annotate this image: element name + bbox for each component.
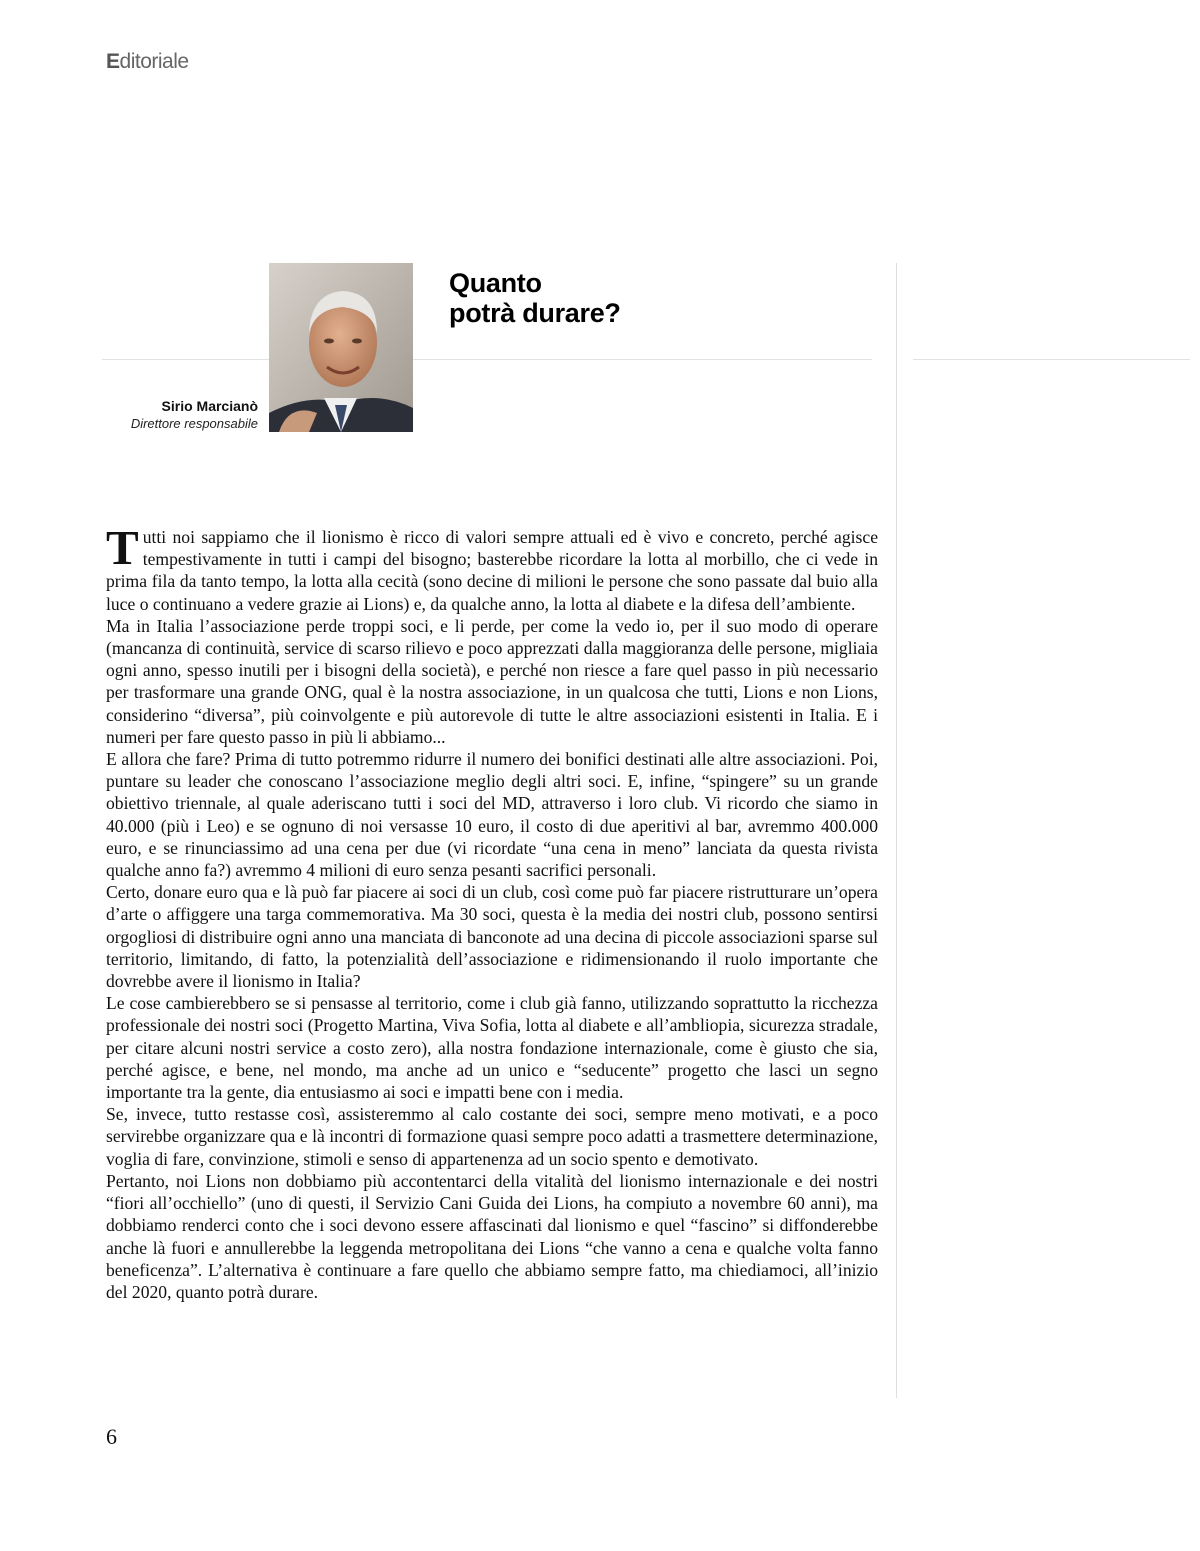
article-body	[106, 520, 878, 1303]
divider-right	[913, 359, 1190, 360]
section-label-rest: ditoriale	[119, 50, 189, 73]
byline	[131, 398, 258, 431]
paragraph: Pertanto, noi Lions non dobbiamo più accontentarci della vitalità del lionismo internazionale e dei nostri “fiori all’occhiello” (uno di questi, il Servizio Cani Guida dei Lions, ha compiuto a novembre 60 anni), ma dobbiamo renderci conto che i soci devono essere affascinati dal lionismo e quel “fascino” si diffonderebbe anche là fuori e annullerebbe la leggenda metropolitana dei Lions “che vanno a cena e qualche volta fanno beneficenza”. L’alternativa è continuare a fare quello che abbiamo sempre fatto, ma chiediamoci, all’inizio del 2020, quanto potrà durare.	[106, 1170, 878, 1302]
column-divider	[896, 263, 897, 1398]
drop-cap: T	[106, 520, 139, 575]
author-role: Direttore responsabile	[130, 416, 258, 431]
author-name: Sirio Marcianò	[161, 398, 258, 414]
paragraph	[106, 520, 878, 615]
paragraph-text: utti noi sappiamo che il lionismo è ricco di valori sempre attuali ed è vivo e concreto, perché agisce tempestivamente in tutti i campi del bisogno; basterebbe ricordare la lotta al morbillo, che ci vede in prima fila da tanto tempo, la lotta alla cecità (sono decine di milioni le persone che sono passate dal buio alla luce o continuano a vedere grazie ai Lions) e, da qualche anno, la lotta al diabete e la difesa dell’ambiente.	[106, 527, 878, 614]
article-title-line-2: potrà durare?	[449, 298, 621, 328]
paragraph: Le cose cambierebbero se si pensasse al territorio, come i club già fanno, utilizzando soprattutto la ricchezza professionale dei nostri soci (Progetto Martina, Viva Sofia, lotta al diabete e all’ambliopia, sicurezza stradale, per citare alcuni nostri service a costo zero), alla nostra fondazione internazionale, come è giusto che sia, perché agisce, e bene, nel mondo, ma anche ad un unico e “seducente” progetto che lasci un segno importante tra la gente, dia entusiasmo ai soci e impatti bene con i media.	[106, 993, 878, 1103]
section-label-initial: E	[106, 50, 120, 73]
paragraph: Ma in Italia l’associazione perde troppi soci, e li perde, per come la vedo io, per il suo modo di operare (mancanza di continuità, service di scarso rilievo e poco apprezzati dalla maggioranza delle persone, migliaia ogni anno, spesso inutili per i bisogni della società), e perché non riesce a fare quel passo in più necessario per trasformare una grande ONG, qual è la nostra associazione, in un qualcosa che tutti, Lions e non Lions, considerino “diversa”, più coinvolgente e più autorevole di tutte le altre associazioni esistenti in Italia. E i numeri per fare questo passo in più li abbiamo...	[106, 615, 878, 747]
paragraph: E allora che fare? Prima di tutto potremmo ridurre il numero dei bonifici destinati alle altre associazioni. Poi, puntare su leader che conoscano l’associazione meglio degli altri soci. E, infine, “spingere” su un grande obiettivo triennale, al quale aderiscano tutti i soci del MD, attraverso i loro club. Vi ricordo che siamo in 40.000 (più i Leo) e se ognuno di noi versasse 10 euro, il costo di due aperitivi al bar, avremmo 400.000 euro, e se rinunciassimo ad una cena per due (vi ricordate “una cena in meno” lanciata da questa rivista qualche anno fa?) avremmo 4 milioni di euro senza pesanti sacrifici personali.	[106, 749, 878, 881]
author-photo	[269, 263, 413, 432]
article-title-line-1: Quanto	[449, 268, 542, 298]
paragraph: Se, invece, tutto restasse così, assisteremmo al calo costante dei soci, sempre meno motivati, e a poco servirebbe organizzare qua e là incontri di formazione quasi sempre poco adatti a trasmettere determinazione, voglia di fare, convinzione, stimoli e senso di appartenenza ad un socio spento e demotivato.	[106, 1104, 878, 1169]
article-title	[449, 268, 621, 328]
section-label	[106, 50, 189, 74]
divider-left	[102, 359, 872, 360]
page-number: 6	[106, 1424, 117, 1449]
paragraph: Certo, donare euro qua e là può far piacere ai soci di un club, così come può far piacere ristrutturare un’opera d’arte o affiggere una targa commemorativa. Ma 30 soci, questa è la media dei nostri club, possono sentirsi orgogliosi di distribuire ogni anno una manciata di banconote ad una decina di piccole associazioni sparse sul territorio, limitando, di fatto, la potenzialità dell’associazione e ridimensionando il ruolo importante che dovrebbe avere il lionismo in Italia?	[106, 882, 878, 992]
